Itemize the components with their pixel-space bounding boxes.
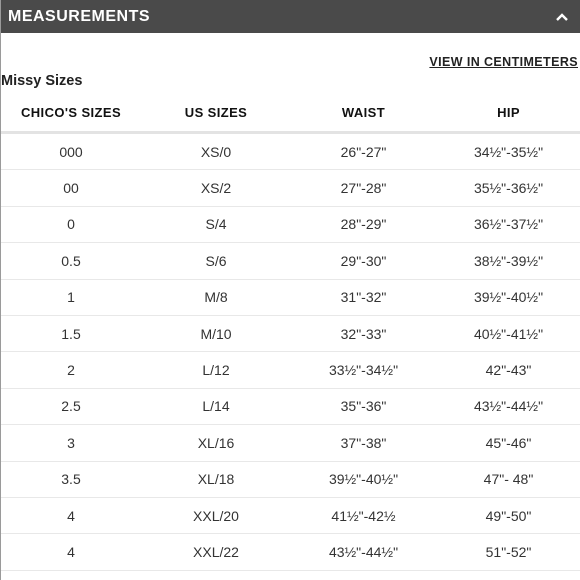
cell-waist: 26"-27" [291,133,436,170]
cell-us-size: XL/18 [141,461,291,497]
table-row [1,497,580,533]
cell-hip: 43½"-44½" [436,388,580,424]
cell-chicos-size: 2.5 [1,388,141,424]
cell-chicos-size: 00 [1,170,141,206]
cell-chicos-size: 2 [1,352,141,388]
cell-waist: 33½"-34½" [291,352,436,388]
table-row [1,243,580,279]
cell-waist: 43½"-44½" [291,534,436,570]
table-row [1,315,580,351]
section-title: Missy Sizes [1,73,83,89]
table-row [1,461,580,497]
column-header-waist: WAIST [291,93,436,133]
cell-waist: 28"-29" [291,206,436,242]
cell-chicos-size: 4 [1,497,141,533]
cell-us-size: M/8 [141,279,291,315]
cell-us-size: XS/0 [141,133,291,170]
cell-hip: 47"- 48" [436,461,580,497]
table-row [1,352,580,388]
cell-waist: 27"-28" [291,170,436,206]
measurements-header[interactable] [1,0,580,33]
column-header-hip: HIP [436,93,580,133]
column-header-us-sizes: US SIZES [141,93,291,133]
cell-hip: 39½"-40½" [436,279,580,315]
cell-hip: 38½"-39½" [436,243,580,279]
cell-us-size: XXL/22 [141,534,291,570]
column-header-chicos-sizes: CHICO'S SIZES [1,93,141,133]
table-row [1,425,580,461]
cell-waist: 37"-38" [291,425,436,461]
cell-hip: 42"-43" [436,352,580,388]
cell-us-size: XS/2 [141,170,291,206]
cell-hip: 40½"-41½" [436,315,580,351]
table-row [1,388,580,424]
cell-waist: 31"-32" [291,279,436,315]
cell-us-size: S/4 [141,206,291,242]
cell-waist: 41½"-42½ [291,497,436,533]
cell-chicos-size: 000 [1,133,141,170]
cell-hip: 45"-46" [436,425,580,461]
cell-waist: 29"-30" [291,243,436,279]
header-title: MEASUREMENTS [8,7,151,25]
cell-chicos-size: 1 [1,279,141,315]
view-in-centimeters-link[interactable]: VIEW IN CENTIMETERS [429,55,578,69]
cell-hip: 35½"-36½" [436,170,580,206]
cell-chicos-size: 3 [1,425,141,461]
cell-waist: 35"-36" [291,388,436,424]
table-row [1,206,580,242]
cell-hip: 36½"-37½" [436,206,580,242]
cell-chicos-size: 1.5 [1,315,141,351]
cell-us-size: L/14 [141,388,291,424]
cell-chicos-size: 0 [1,206,141,242]
cell-waist: 39½"-40½" [291,461,436,497]
cell-hip: 49"-50" [436,497,580,533]
cell-waist: 32"-33" [291,315,436,351]
table-row [1,534,580,570]
cell-us-size: M/10 [141,315,291,351]
cell-chicos-size: 0.5 [1,243,141,279]
cell-us-size: L/12 [141,352,291,388]
chevron-up-icon[interactable] [554,9,570,25]
cell-hip: 34½"-35½" [436,133,580,170]
table-row [1,170,580,206]
table-header-row [1,93,580,133]
table-row [1,133,580,170]
link-row [1,33,580,69]
cell-us-size: S/6 [141,243,291,279]
cell-hip: 51"-52" [436,534,580,570]
cell-chicos-size: 4 [1,534,141,570]
cell-chicos-size: 3.5 [1,461,141,497]
table-row [1,279,580,315]
cell-us-size: XXL/20 [141,497,291,533]
cell-us-size: XL/16 [141,425,291,461]
size-chart-table [1,93,580,571]
